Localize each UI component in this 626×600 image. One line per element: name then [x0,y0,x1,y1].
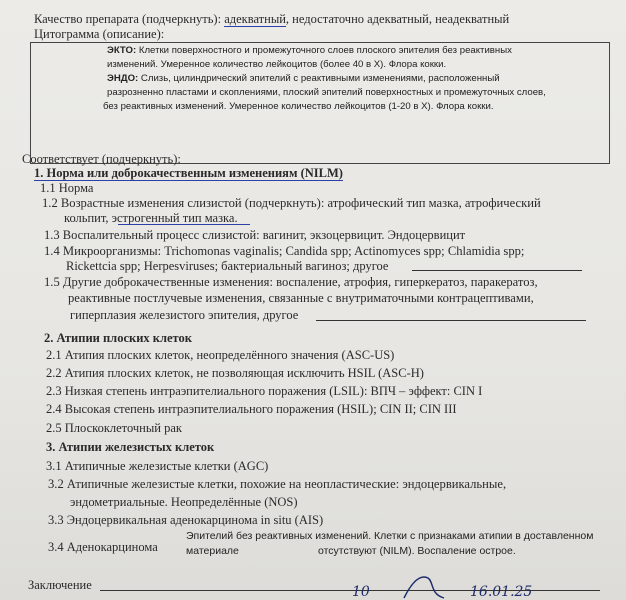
item-2-5: 2.5 Плоскоклеточный рак [46,421,182,435]
item-1-4b: Rickettcia spp; Herpesviruses; бактериальный вагиноз; другое [66,259,389,273]
note-line-2a: материале [186,545,239,557]
item-3-2b: эндометриальные. Неопределённые (NOS) [70,495,298,509]
endo-line-2: разрозненно пластами и скоплениями, плоский эпителий поверхностных и промежуточных слоев, [107,87,546,98]
note-line-2b: отсутствуют (NILM). Воспаление острое. [318,545,516,557]
item-1-5c: гиперплазия железистого эпителия, другое [70,308,299,322]
handwriting-b: 16.01.25 [470,584,533,600]
item-1-2b: кольпит, эстрогенный тип мазка. [64,211,238,225]
item-2-4: 2.4 Высокая степень интраэпителиального поражения (HSIL); CIN II; CIN III [46,402,457,416]
cytogram-label: Цитограмма (описание): [34,27,165,41]
blank-other-1 [412,270,582,271]
item-1-3: 1.3 Воспалительный процесс слизистой: вагинит, экзоцервицит. Эндоцервицит [44,228,466,242]
item-1-5b: реактивные постлучевые изменения, связанные с внутриматочными контрацептивами, [68,291,534,305]
blank-other-2 [316,320,586,321]
item-2-3: 2.3 Низкая степень интраэпителиального поражения (LSIL): ВПЧ – эффект: CIN I [46,384,483,398]
corresponds-label: Соответствует (подчеркнуть): [22,152,181,166]
item-1-2a: 1.2 Возрастные изменения слизистой (подчеркнуть): атрофический тип мазка, атрофический [42,196,541,210]
item-3-2a: 3.2 Атипичные железистые клетки, похожие на неопластические: эндоцервикальные, [48,477,507,491]
quality-rest: , недостаточно адекватный, неадекватный [285,12,510,26]
ecto-line-2: изменений. Умеренное количество лейкоцитов (более 40 в Х). Флора кокки. [107,59,447,70]
quality-selected: адекватный [224,12,286,26]
handwriting-a: 10 [352,584,370,600]
item-1-1: 1.1 Норма [40,181,94,195]
quality-label: Качество препарата (подчеркнуть): [34,12,222,26]
item-2-1: 2.1 Атипия плоских клеток, неопределённого значения (ASC-US) [46,348,395,362]
item-3-3: 3.3 Эндоцервикальная аденокарцинома in situ (AIS) [48,513,324,527]
signature-stroke [400,572,460,600]
endo-line-1: ЭНДО: Слизь, цилиндрический эпителий с реактивными изменениями, расположенный [107,73,500,84]
item-1: 1. Норма или доброкачественным изменениям (NILM) [34,166,343,180]
ecto-line-1: ЭКТО: Клетки поверхностного и промежуточного слоев плоского эпителия без реактивных [107,45,512,56]
quality-line [34,12,509,27]
item-1-5a: 1.5 Другие доброкачественные изменения: воспаление, атрофия, гиперкератоз, паракератоз, [44,275,538,289]
note-line-1: Эпителий без реактивных изменений. Клетки с признаками атипии в доставленном [186,530,594,542]
endo-line-3: без реактивных изменений. Умеренное количество лейкоцитов (1-20 в Х). Флора кокки. [103,101,494,112]
item-2-2: 2.2 Атипия плоских клеток, не позволяющая исключить HSIL (ASC-H) [46,366,424,380]
item-2: 2. Атипии плоских клеток [44,331,192,345]
item-3: 3. Атипии железистых клеток [46,440,215,454]
item-3-4: 3.4 Аденокарцинома [48,540,158,554]
item-3-1: 3.1 Атипичные железистые клетки (AGC) [46,459,269,473]
pen-underline-estrogen [118,224,250,225]
item-1-4a: 1.4 Микроорганизмы: Trichomonas vaginalis; Candida spp; Actinomyces spp; Chlamidia spp; [44,244,525,258]
conclusion-label: Заключение [28,578,92,592]
